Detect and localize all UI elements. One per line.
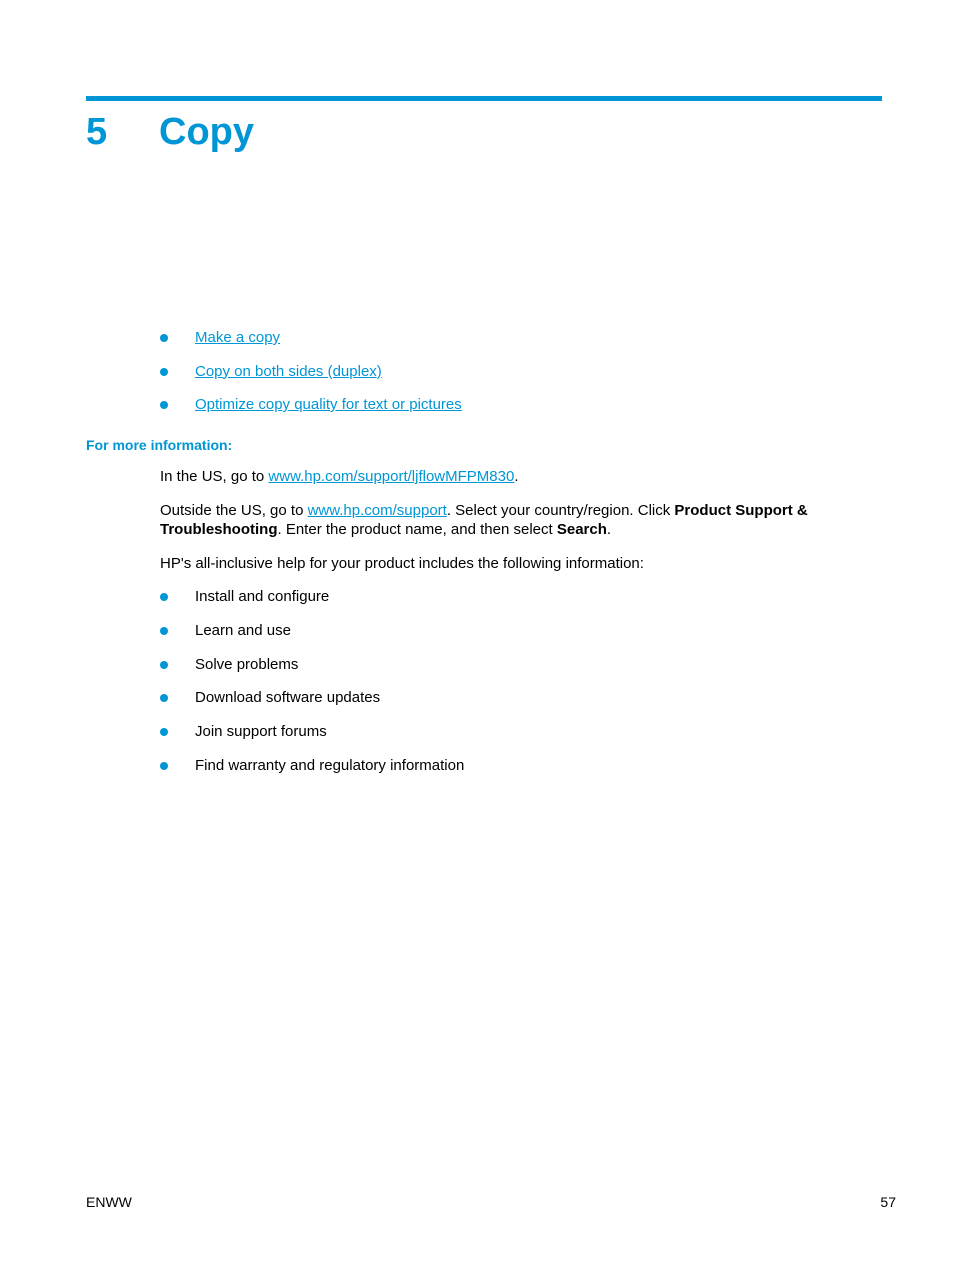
more-info-heading: For more information:: [86, 437, 233, 453]
bullet-icon: [160, 627, 168, 635]
bullet-icon: [160, 368, 168, 376]
help-intro: HP's all-inclusive help for your product includes the following information:: [160, 555, 644, 572]
outside-mid: . Select your country/region. Click: [446, 502, 675, 519]
list-item: [160, 363, 860, 381]
us-support-paragraph: [160, 467, 820, 486]
us-prefix: In the US, go to: [160, 468, 269, 485]
list-item: [160, 329, 860, 347]
help-item: Install and configure: [195, 588, 330, 605]
search-label: Search: [556, 521, 607, 538]
list-item: [160, 689, 860, 707]
chapter-topic-list: [160, 329, 860, 430]
list-item: [160, 757, 860, 775]
bullet-icon: [160, 334, 168, 342]
list-item: [160, 656, 860, 674]
help-item: Download software updates: [195, 689, 381, 707]
bullet-icon: [160, 401, 168, 409]
list-item: [160, 396, 860, 414]
outside-prefix: Outside the US, go to: [160, 502, 308, 519]
list-item: [160, 588, 860, 606]
help-item: Join support forums: [195, 723, 327, 741]
help-topic-list: [160, 588, 860, 791]
bullet-icon: [160, 762, 168, 770]
help-item: Learn and use: [195, 621, 291, 639]
page-number: 57: [880, 1194, 896, 1210]
outside-suffix: .: [606, 521, 612, 538]
outside-mid2: . Enter the product name, and then select: [277, 521, 557, 538]
chapter-title: Copy: [159, 111, 254, 153]
help-item: Find warranty and regulatory information: [195, 756, 465, 774]
chapter-number: 5: [86, 111, 108, 153]
list-item: [160, 723, 860, 741]
link-make-a-copy[interactable]: Make a copy: [195, 329, 281, 346]
list-item: [160, 622, 860, 640]
help-item: Solve problems: [195, 655, 299, 673]
us-support-link[interactable]: www.hp.com/support/ljflowMFPM830: [268, 468, 515, 485]
bullet-icon: [160, 661, 168, 669]
us-suffix: .: [514, 468, 519, 485]
chapter-rule: [86, 96, 882, 101]
footer-left-label: ENWW: [86, 1194, 132, 1210]
bullet-icon: [160, 728, 168, 736]
bullet-icon: [160, 694, 168, 702]
outside-us-paragraph: [160, 501, 820, 539]
outside-support-link[interactable]: www.hp.com/support: [307, 502, 447, 519]
bullet-icon: [160, 593, 168, 601]
link-optimize-copy-quality[interactable]: Optimize copy quality for text or pictures: [195, 396, 462, 413]
product-support-label: Product Support & Troubleshooting: [160, 502, 808, 538]
link-copy-duplex[interactable]: Copy on both sides (duplex): [195, 362, 382, 380]
